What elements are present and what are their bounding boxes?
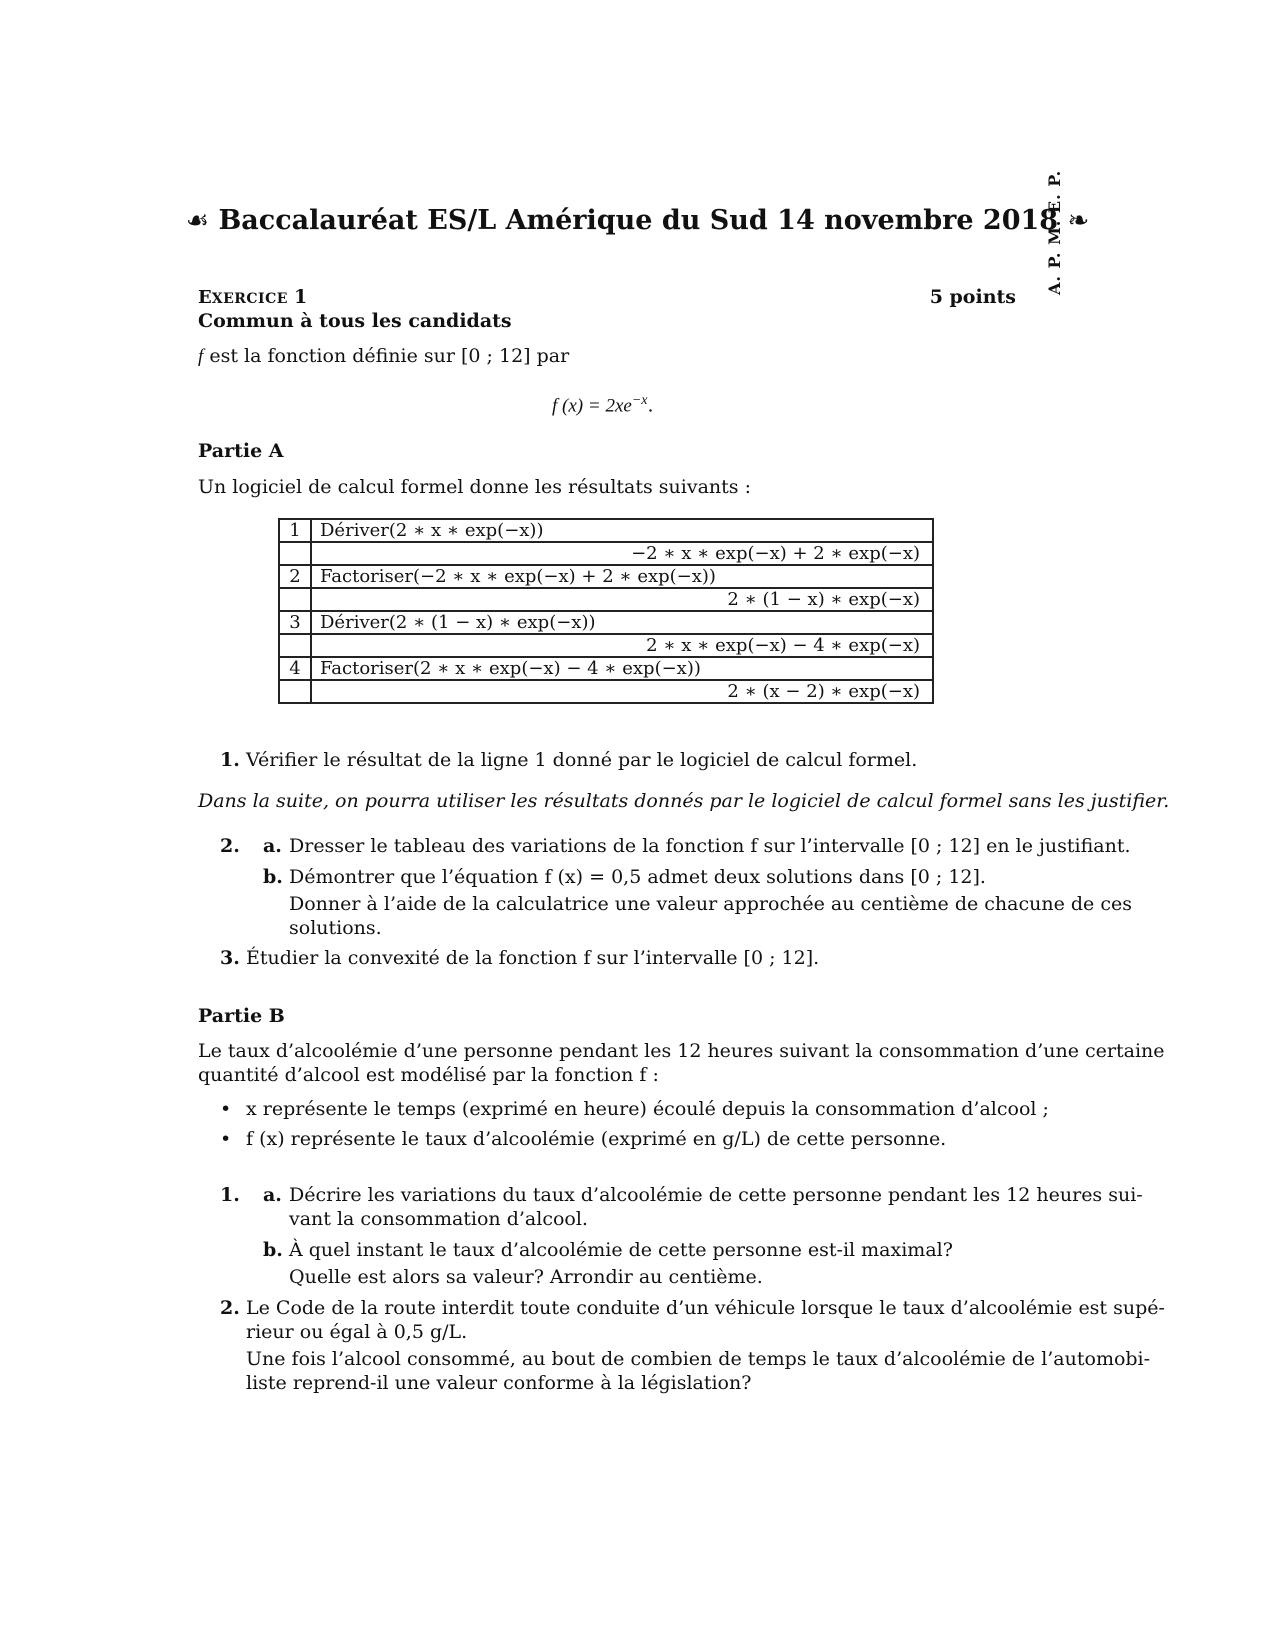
partA-q2b-line1: Démontrer que l’équation f (x) = 0,5 admet deux solutions dans [0 ; 12]. [289,866,986,888]
bullet-icon: • [220,1098,232,1120]
cas-line-number: 3 [279,611,311,634]
cas-line-number: 2 [279,565,311,588]
partA-note: Dans la suite, on pourra utiliser les résultats donnés par le logiciel de calcul formel sans les justifier. [198,790,1170,812]
partA-q2-number: 2. [220,835,240,857]
cas-result-row [279,634,933,657]
cas-result: 2 ∗ (x − 2) ∗ exp(−x) [311,680,933,703]
cas-command: Dériver(2 ∗ x ∗ exp(−x)) [311,519,933,542]
ornament-right-icon: ❧ [1067,206,1090,236]
ornament-left-icon: ☙ [185,206,210,236]
partA-q3-text: Étudier la convexité de la fonction f sur l’intervalle [0 ; 12]. [246,947,820,969]
partA-q2a-text: Dresser le tableau des variations de la fonction f sur l’intervalle [0 ; 12] en le justifiant. [289,835,1131,857]
partA-q2b-label: b. [263,866,283,888]
cas-command-row [279,657,933,680]
partA-q3-number: 3. [220,947,240,969]
partB-q1a-label: a. [263,1184,282,1206]
title-text: Baccalauréat ES/L Amérique du Sud 14 novembre 2018 [218,205,1059,236]
partB-bullet2: f (x) représente le taux d’alcoolémie (exprimé en g/L) de cette personne. [246,1128,947,1150]
function-formula: f $(x) = 2xe^{-x}$. [552,393,654,417]
cas-table [278,518,934,704]
partB-intro-line2: quantité d’alcool est modélisé par la fonction f : [198,1064,659,1086]
cas-result-row [279,542,933,565]
cas-command: Factoriser(2 ∗ x ∗ exp(−x) − 4 ∗ exp(−x)) [311,657,933,680]
partB-q1-number: 1. [220,1184,240,1206]
partB-title: Partie B [198,1005,285,1027]
partA-q2b-line3: solutions. [289,917,382,939]
cas-line-number: 1 [279,519,311,542]
partA-q2b-line2: Donner à l’aide de la calculatrice une valeur approchée au centième de chacune de ces [289,893,1132,915]
partA-intro: Un logiciel de calcul formel donne les résultats suivants : [198,476,751,498]
partA-q2a-label: a. [263,835,282,857]
partB-q2-line4: liste reprend-il une valeur conforme à la législation? [246,1372,752,1394]
partB-q2-number: 2. [220,1297,240,1319]
cas-result: 2 ∗ (1 − x) ∗ exp(−x) [311,588,933,611]
partB-q1b-line2: Quelle est alors sa valeur? Arrondir au centième. [289,1266,763,1288]
apmep-side-label: A. P. M. E. P. [1045,169,1064,295]
cas-line-number: 4 [279,657,311,680]
exercise-label: EXERCICE 1 [198,286,308,308]
intro-line: f est la fonction définie sur [0 ; 12] par [198,345,570,367]
document-title [0,205,1275,236]
partB-q2-line1: Le Code de la route interdit toute conduite d’un véhicule lorsque le taux d’alcoolémie est supé- [246,1297,1165,1319]
partB-q1a-line2: vant la consommation d’alcool. [289,1208,588,1230]
partB-q2-line2: rieur ou égal à 0,5 g/L. [246,1321,468,1343]
cas-result: 2 ∗ x ∗ exp(−x) − 4 ∗ exp(−x) [311,634,933,657]
partB-q1b-label: b. [263,1239,283,1261]
exercise-points: 5 points [929,286,1016,308]
bullet-icon: • [220,1128,232,1150]
partB-q1a-line1: Décrire les variations du taux d’alcoolémie de cette personne pendant les 12 heures sui- [289,1184,1143,1206]
cas-command-row [279,519,933,542]
partA-q1-text: Vérifier le résultat de la ligne 1 donné par le logiciel de calcul formel. [246,749,918,771]
partB-q1b-line1: À quel instant le taux d’alcoolémie de cette personne est-il maximal? [289,1239,953,1261]
partA-q1-number: 1. [220,749,240,771]
cas-result-row [279,588,933,611]
cas-result-row [279,680,933,703]
exercise-audience: Commun à tous les candidats [198,310,512,332]
cas-command-row [279,565,933,588]
partB-bullet1: x représente le temps (exprimé en heure) écoulé depuis la consommation d’alcool ; [246,1098,1049,1120]
cas-command: Dériver(2 ∗ (1 − x) ∗ exp(−x)) [311,611,933,634]
partB-q2-line3: Une fois l’alcool consommé, au bout de combien de temps le taux d’alcoolémie de l’automobi- [246,1348,1151,1370]
partA-title: Partie A [198,440,284,462]
cas-result: −2 ∗ x ∗ exp(−x) + 2 ∗ exp(−x) [311,542,933,565]
cas-command-row [279,611,933,634]
partB-intro-line1: Le taux d’alcoolémie d’une personne pendant les 12 heures suivant la consommation d’une certaine [198,1040,1165,1062]
cas-command: Factoriser(−2 ∗ x ∗ exp(−x) + 2 ∗ exp(−x)) [311,565,933,588]
